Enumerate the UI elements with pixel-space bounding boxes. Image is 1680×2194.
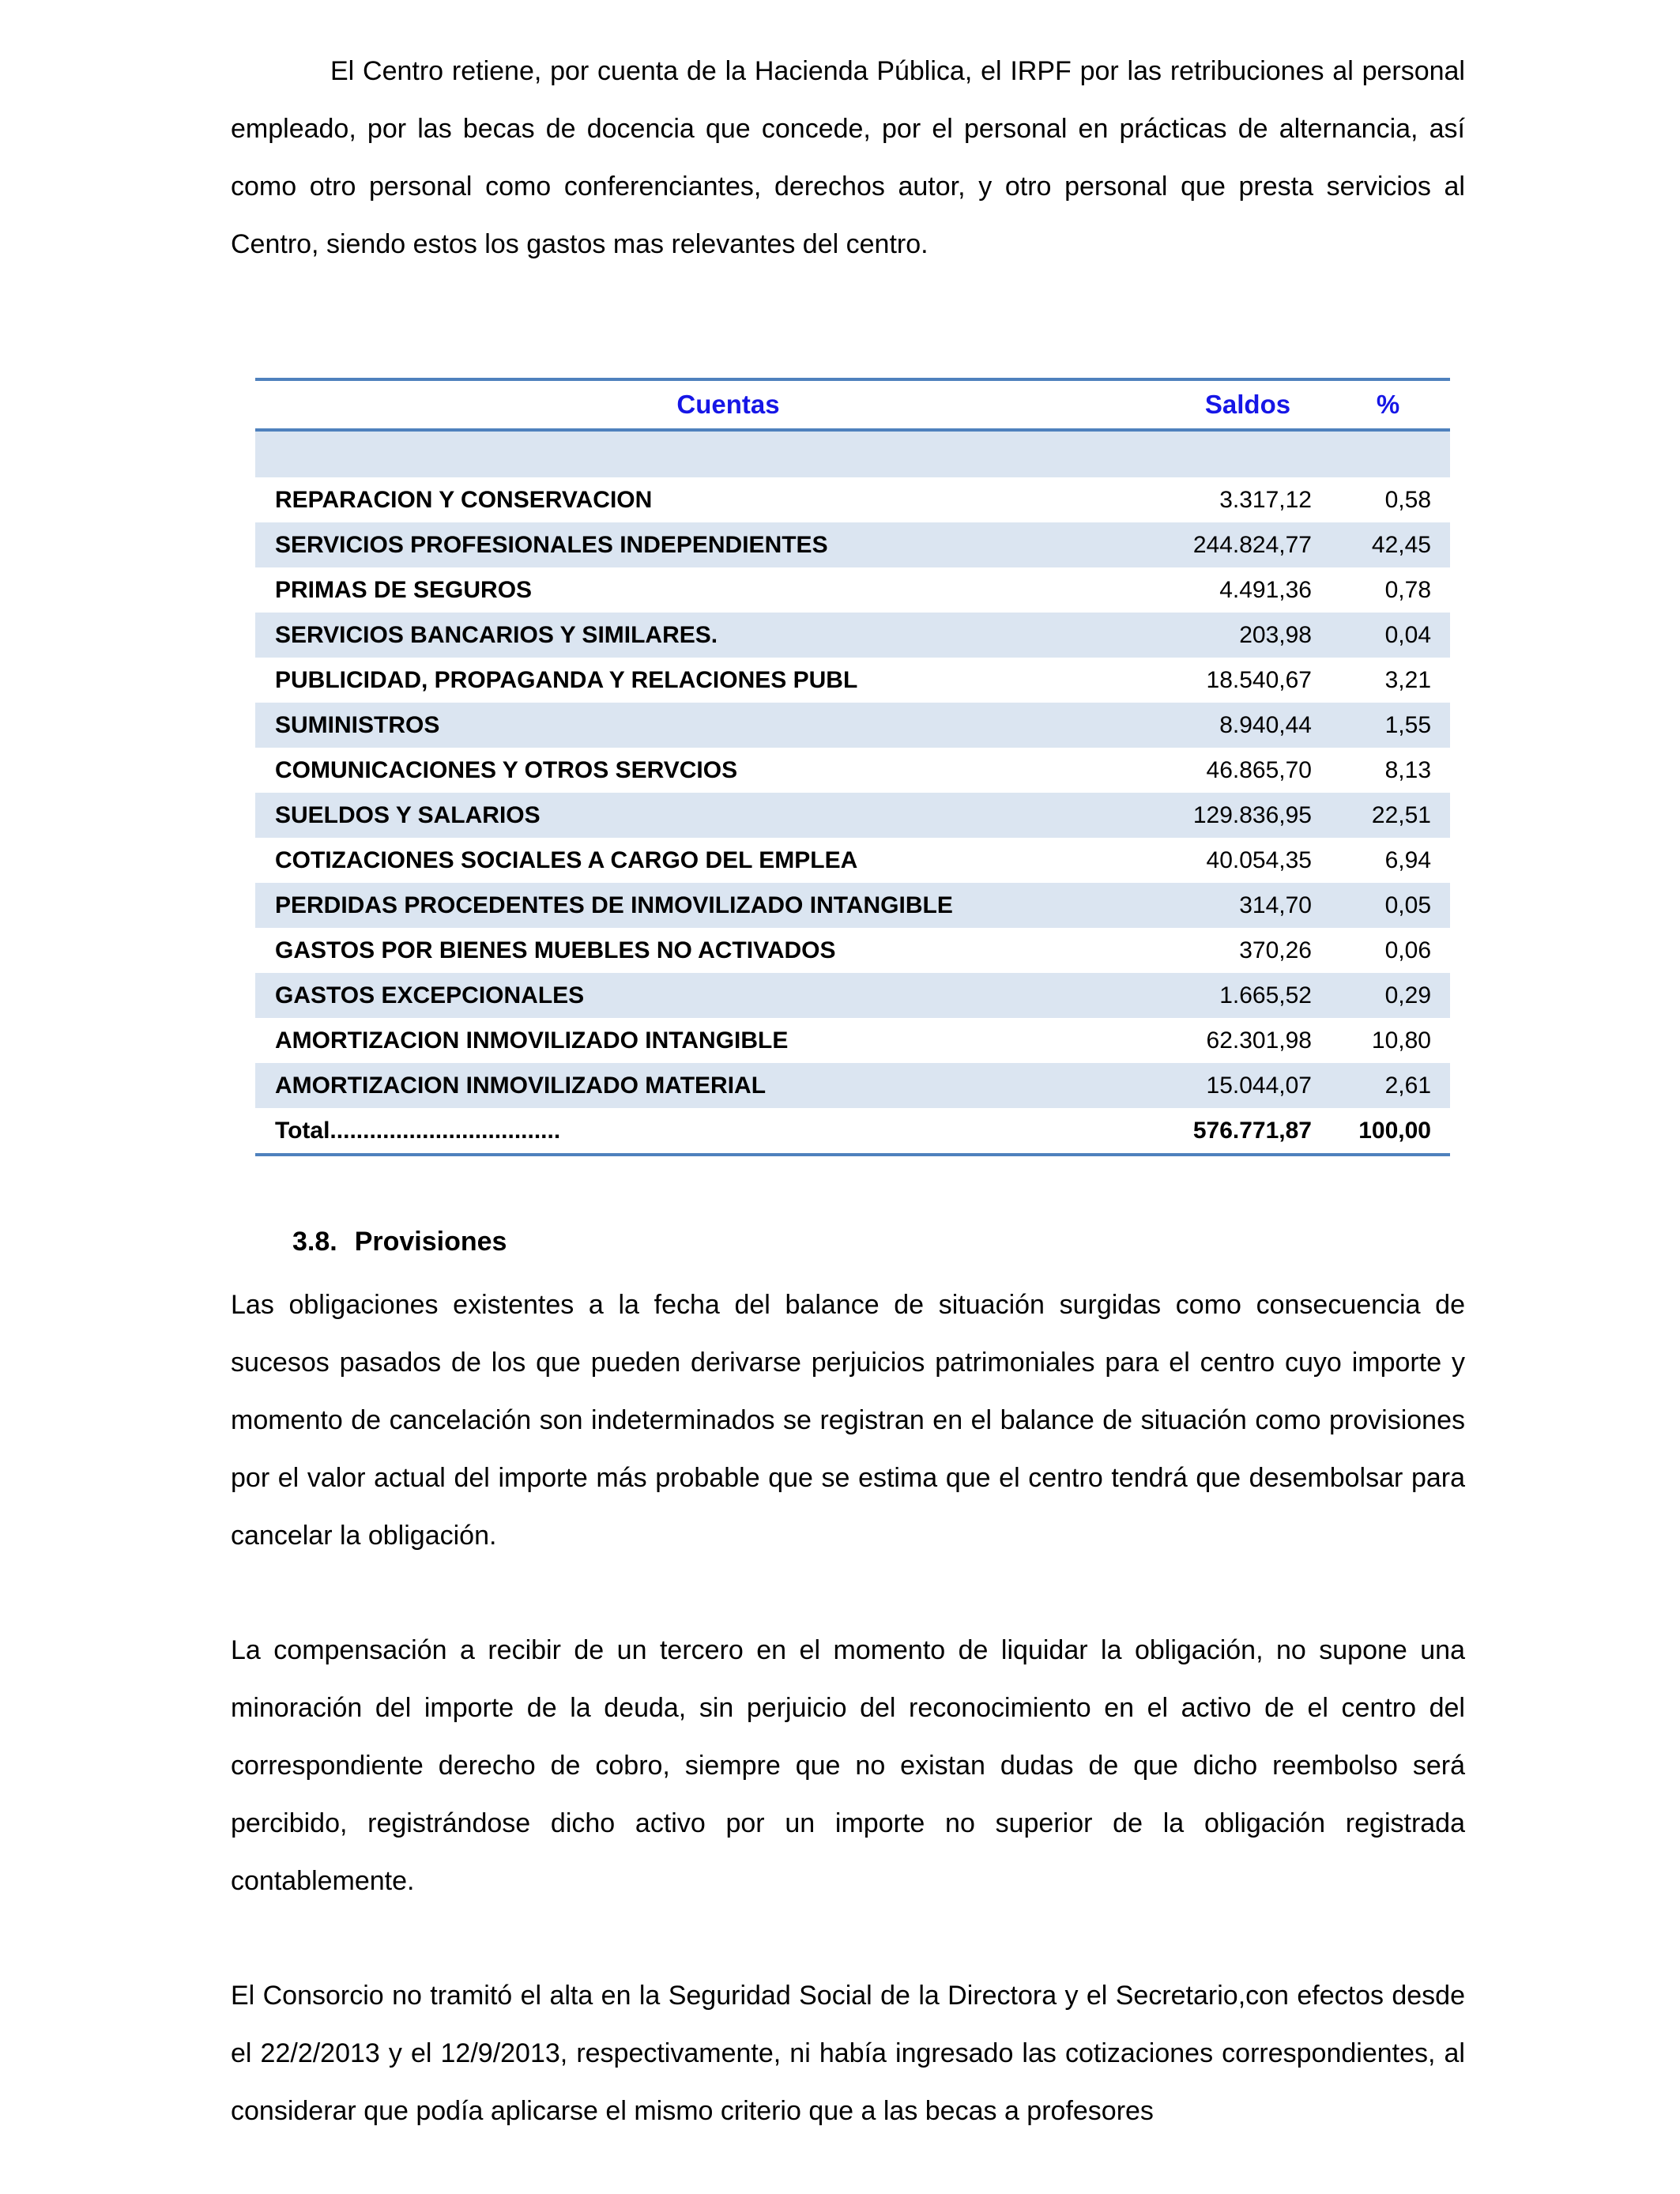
account-percent: 0,58: [1384, 486, 1431, 513]
account-saldo: 1.665,52: [1170, 973, 1326, 1018]
total-saldo: 576.771,87: [1170, 1108, 1326, 1155]
expenses-table: [255, 378, 1450, 1156]
account-percent: 8,13: [1384, 756, 1431, 783]
header-cuentas: Cuentas: [255, 379, 1170, 430]
account-saldo: 46.865,70: [1206, 756, 1312, 783]
table-row: [255, 973, 1450, 1018]
intro-paragraph: El Centro retiene, por cuenta de la Hacienda Pública, el IRPF por las retribuciones al personal empleado, por las becas de docencia que concede, por el personal en prácticas de alternancia, así como otro personal como conferenciantes, derechos autor, y otro personal que presta servicios al Centro, siendo estos los gastos mas relevantes del centro.: [231, 56, 1465, 259]
intro-block: [231, 43, 1465, 273]
paragraph-consorcio: El Consorcio no tramitó el alta en la Seguridad Social de la Directora y el Secretario,con efectos desde el 22/2/2013 y el 12/9/2013, respectivamente, ni había ingresado las cotizaciones correspondientes, al considerar que podía aplicarse el mismo criterio que a las becas a profesores: [231, 1981, 1465, 2126]
table-row: [255, 883, 1450, 928]
account-name: COMUNICACIONES Y OTROS SERVCIOS: [275, 756, 738, 783]
table-row: [255, 703, 1450, 748]
account-percent: 42,45: [1326, 522, 1450, 567]
section-number: 3.8.: [292, 1227, 337, 1257]
account-saldo: 40.054,35: [1206, 846, 1312, 873]
section-title: Provisiones: [354, 1227, 507, 1257]
account-name: SUMINISTROS: [255, 703, 1170, 748]
account-saldo: 8.940,44: [1170, 703, 1326, 748]
account-name: REPARACION Y CONSERVACION: [275, 486, 653, 513]
account-percent: 0,05: [1326, 883, 1450, 928]
account-percent: 22,51: [1326, 793, 1450, 838]
account-name: SUELDOS Y SALARIOS: [255, 793, 1170, 838]
table-row: [255, 658, 1450, 703]
account-percent: 0,29: [1326, 973, 1450, 1018]
account-name: GASTOS POR BIENES MUEBLES NO ACTIVADOS: [275, 937, 836, 963]
account-saldo: 314,70: [1170, 883, 1326, 928]
paragraph-block-1: [231, 1276, 1465, 1565]
account-percent: 6,94: [1384, 846, 1431, 873]
account-name: COTIZACIONES SOCIALES A CARGO DEL EMPLEA: [275, 846, 858, 873]
table-header-row: [255, 379, 1450, 430]
paragraph-block-3: [231, 1967, 1465, 2140]
account-name: SERVICIOS PROFESIONALES INDEPENDIENTES: [255, 522, 1170, 567]
account-saldo: 3.317,12: [1219, 486, 1312, 513]
section-heading: [292, 1227, 507, 1257]
account-saldo: 18.540,67: [1206, 666, 1312, 693]
account-percent: 0,78: [1384, 576, 1431, 603]
table-spacer-row: [255, 430, 1450, 477]
account-name: SERVICIOS BANCARIOS Y SIMILARES.: [255, 613, 1170, 658]
account-name: AMORTIZACION INMOVILIZADO INTANGIBLE: [275, 1027, 789, 1054]
table-row: [255, 928, 1450, 973]
expenses-table-container: [255, 378, 1450, 1156]
header-saldos: Saldos: [1170, 379, 1326, 430]
paragraph-provisiones-2: La compensación a recibir de un tercero en el momento de liquidar la obligación, no supone una minoración del importe de la deuda, sin perjuicio del reconocimiento en el activo de el centro del correspondiente derecho de cobro, siempre que no existan dudas de que dicho reembolso será percibido, registrándose dicho activo por un importe no superior de la obligación registrada contablemente.: [231, 1635, 1465, 1896]
account-percent: 3,21: [1384, 666, 1431, 693]
table-row: [255, 1063, 1450, 1108]
paragraph-provisiones-1: Las obligaciones existentes a la fecha del balance de situación surgidas como consecuencia de sucesos pasados de los que pueden derivarse perjuicios patrimoniales para el centro cuyo importe y momento de cancelación son indeterminados se registran en el balance de situación como provisiones por el valor actual del importe más probable que se estima que el centro tendrá que desembolsar para cancelar la obligación.: [231, 1290, 1465, 1551]
table-row: [255, 613, 1450, 658]
account-saldo: 4.491,36: [1219, 576, 1312, 603]
account-name: PUBLICIDAD, PROPAGANDA Y RELACIONES PUBL: [275, 666, 858, 693]
account-saldo: 129.836,95: [1170, 793, 1326, 838]
account-percent: 1,55: [1326, 703, 1450, 748]
account-name: AMORTIZACION INMOVILIZADO MATERIAL: [255, 1063, 1170, 1108]
account-percent: 2,61: [1326, 1063, 1450, 1108]
account-saldo: 62.301,98: [1206, 1027, 1312, 1054]
total-label: Total...................................: [255, 1108, 1170, 1155]
account-saldo: 370,26: [1239, 937, 1312, 963]
table-row: [255, 748, 1450, 793]
total-percent: 100,00: [1326, 1108, 1450, 1155]
account-name: GASTOS EXCEPCIONALES: [255, 973, 1170, 1018]
header-percent: %: [1326, 379, 1450, 430]
table-row: [255, 1018, 1450, 1063]
table-total-row: [255, 1108, 1450, 1155]
table-row: [255, 793, 1450, 838]
account-saldo: 15.044,07: [1170, 1063, 1326, 1108]
account-name: PERDIDAS PROCEDENTES DE INMOVILIZADO INTANGIBLE: [255, 883, 1170, 928]
account-percent: 10,80: [1371, 1027, 1431, 1054]
paragraph-block-2: [231, 1622, 1465, 1910]
account-name: PRIMAS DE SEGUROS: [275, 576, 533, 603]
table-row: [255, 477, 1450, 522]
table-row: [255, 567, 1450, 613]
account-percent: 0,04: [1326, 613, 1450, 658]
table-row: [255, 522, 1450, 567]
table-row: [255, 838, 1450, 883]
account-saldo: 244.824,77: [1170, 522, 1326, 567]
account-percent: 0,06: [1384, 937, 1431, 963]
account-saldo: 203,98: [1170, 613, 1326, 658]
table-body: [255, 430, 1450, 1155]
